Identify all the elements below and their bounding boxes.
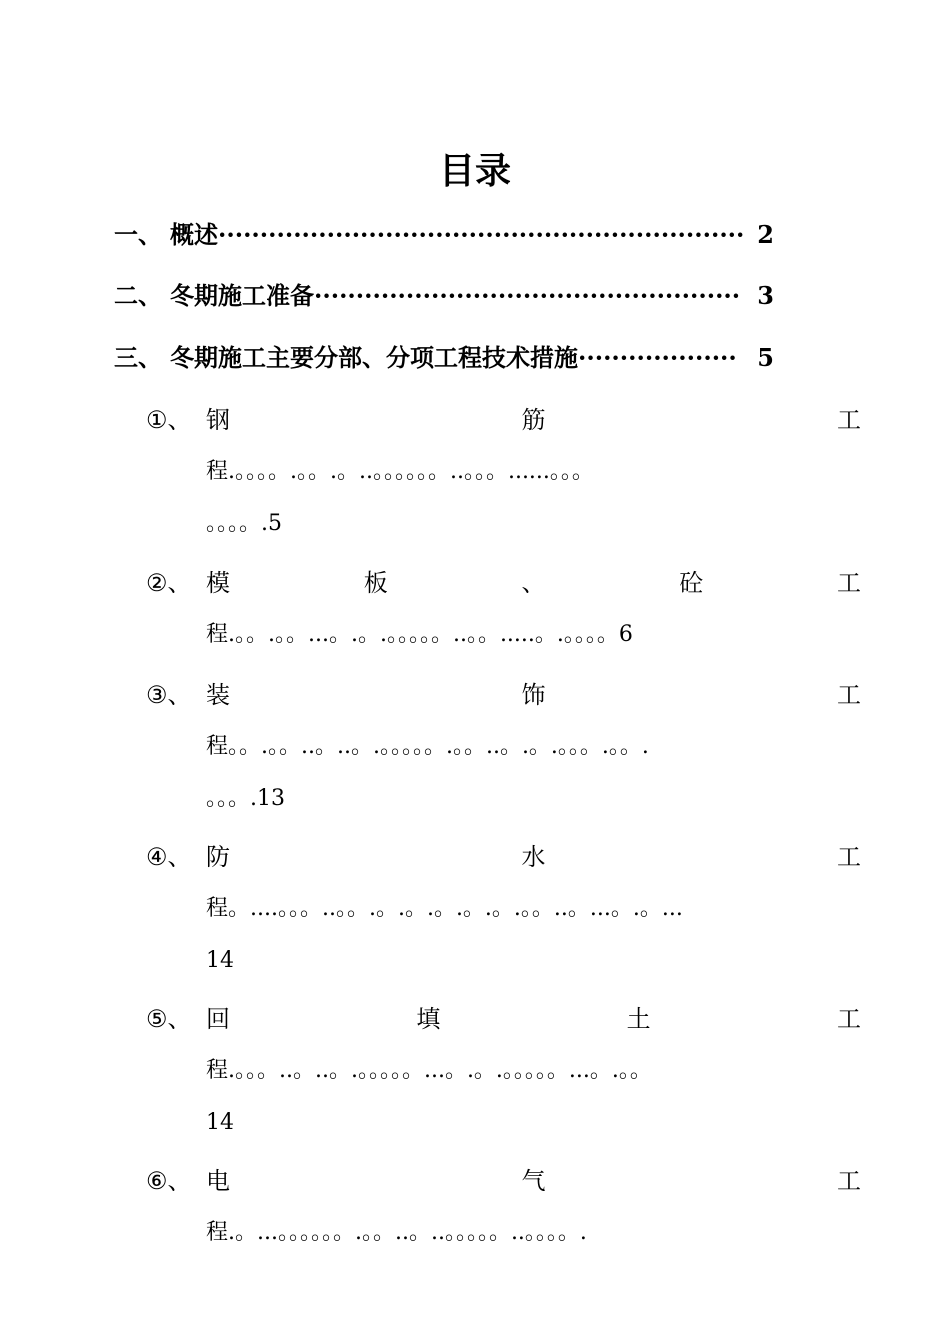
subentry-char: 模 (206, 569, 230, 597)
toc-entry-title: 概述 (170, 220, 218, 249)
subentry-continuation: 程。....。。。..。。.。.。.。.。.。.。。..。...。.。... (206, 896, 683, 921)
subentry-continuation: 程.。。。。.。。.。..。。。。。。..。。。......。。。 (206, 459, 594, 484)
subentry-continuation: 。。。。.5 (206, 511, 282, 536)
toc-entry-number: 三、 (114, 343, 162, 372)
subentry-continuation: 程。。.。。..。..。.。。。。。.。。..。.。.。。。.。。. (206, 734, 649, 759)
subentry-char: 防 (206, 843, 230, 871)
subentry-number: ①、 (146, 406, 192, 434)
toc-subentry-2 (146, 566, 861, 652)
subentry-char: 电 (206, 1167, 230, 1195)
subentry-char: 回 (206, 1005, 230, 1033)
toc-entry-title: 冬期施工准备 (170, 281, 314, 310)
subentry-continuation: 程.。。.。。...。.。.。。。。。..。。.....。.。。。。6 (206, 622, 633, 647)
subentry-char: 工 (837, 569, 861, 597)
subentry-char: 土 (626, 1005, 651, 1033)
subentry-number: ⑥、 (146, 1167, 192, 1195)
subentry-continuation: 。。。.13 (206, 786, 285, 811)
subentry-number: ②、 (146, 569, 192, 597)
subentry-continuation: 程.。...。。。。。。.。。..。..。。。。。..。。。。. (206, 1220, 587, 1245)
toc-entry-page: 5 (757, 343, 774, 372)
subentry-continuation: 程.。。。..。..。.。。。。。...。.。.。。。。。...。.。。 (206, 1058, 652, 1083)
subentry-char: 水 (521, 843, 546, 871)
subentry-char: 工 (837, 681, 861, 709)
subentry-number: ③、 (146, 681, 192, 709)
subentry-continuation: 14 (206, 948, 234, 973)
toc-entry-leader: ··················· (578, 343, 737, 372)
subentry-char: 、 (521, 569, 546, 597)
toc-subentry-4 (146, 840, 861, 978)
subentry-char: 工 (836, 1005, 861, 1033)
subentry-char: 板 (363, 569, 388, 597)
subentry-continuation: 14 (206, 1110, 234, 1135)
subentry-char: 砼 (679, 569, 704, 597)
subentry-char: 装 (206, 681, 230, 709)
toc-entry-3 (114, 341, 774, 375)
page-title: 目录 (438, 150, 511, 192)
subentry-char: 钢 (206, 406, 230, 434)
subentry-char: 饰 (521, 681, 546, 709)
subentry-number: ④、 (146, 843, 192, 871)
toc-entry-page: 2 (757, 220, 774, 249)
toc-entry-title: 冬期施工主要分部、分项工程技术措施 (170, 343, 578, 372)
subentry-char: 工 (837, 843, 861, 871)
toc-subentry-1 (146, 403, 861, 541)
toc-subentry-6 (146, 1164, 861, 1250)
toc-entry-number: 一、 (114, 220, 162, 249)
subentry-number: ⑤、 (146, 1005, 192, 1033)
toc-entry-leader: ··················································· (314, 281, 741, 310)
toc-subentry-3 (146, 678, 861, 816)
subentry-char: 工 (837, 1167, 861, 1195)
toc-entry-page: 3 (757, 281, 774, 310)
subentry-char: 填 (416, 1005, 441, 1033)
toc-entry-number: 二、 (114, 281, 162, 310)
subentry-char: 筋 (521, 406, 546, 434)
subentry-char: 气 (521, 1167, 546, 1195)
subentry-char: 工 (837, 406, 861, 434)
toc-subentry-5 (146, 1002, 861, 1140)
toc-entry-leader: ······························································· (218, 220, 745, 249)
toc-entry-2 (114, 279, 774, 313)
toc-entry-1 (114, 218, 774, 252)
